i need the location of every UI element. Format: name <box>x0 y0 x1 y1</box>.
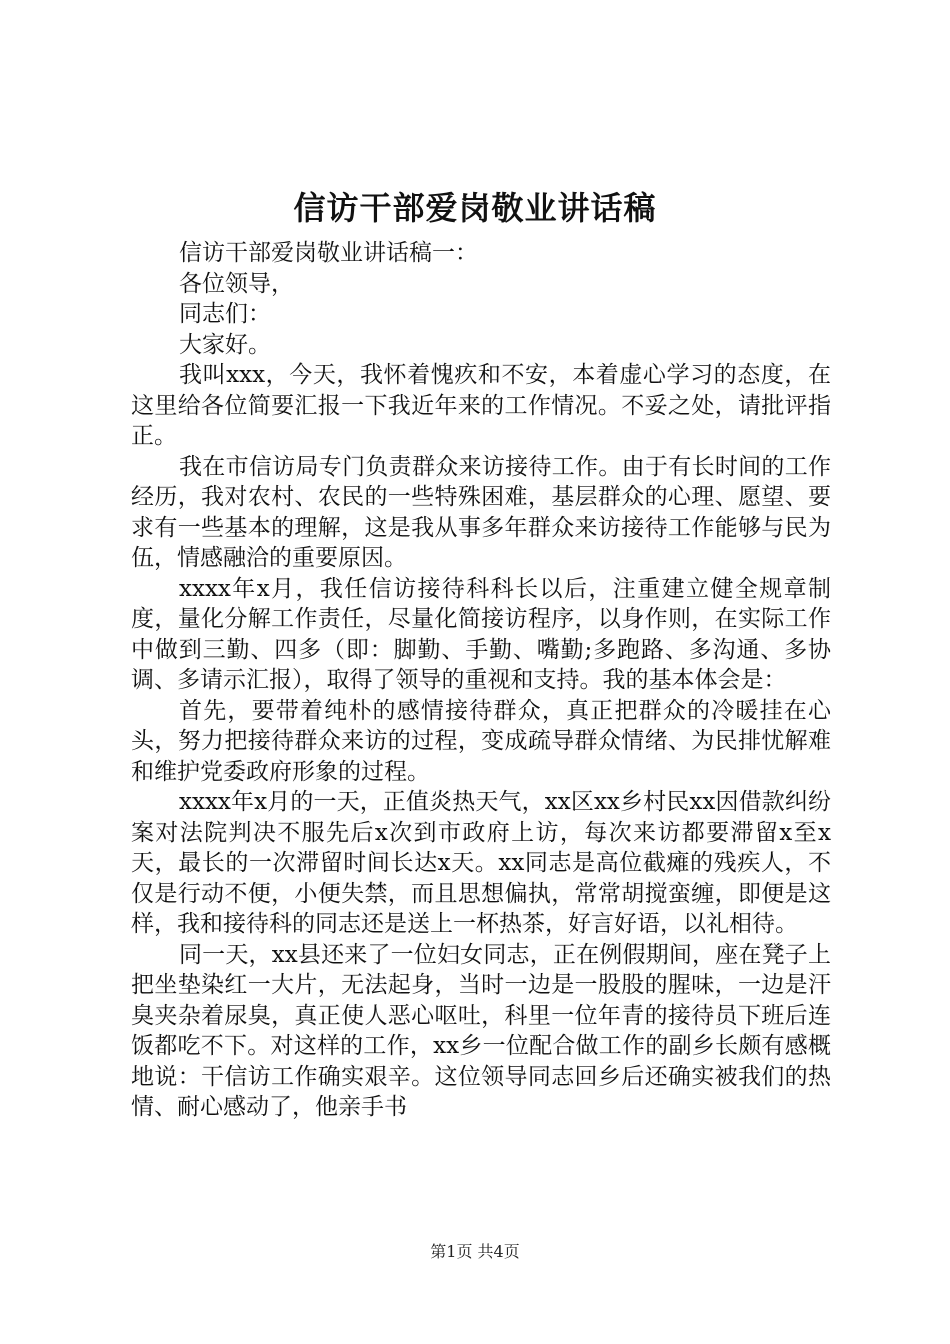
paragraph-heading: 信访干部爱岗敬业讲话稿一： <box>179 240 478 266</box>
paragraph-work-duty: 我在市信访局专门负责群众来访接待工作。由于有长时间的工作经历，我对农村、农民的一些特殊困难，基层群众的心理、愿望、要求有一些基本的理解，这是我从事多年群众来访接待工作能够与民为伍，情感融洽的重要原因。 <box>131 453 831 571</box>
paragraph-first-point: 首先，要带着纯朴的感情接待群众，真正把群众的冷暖挂在心头，努力把接待群众来访的过程，变成疏导群众情绪、为民排忧解难和维护党委政府形象的过程。 <box>131 697 831 785</box>
paragraph-greeting: 大家好。 <box>179 331 271 358</box>
paragraph-section-chief: xxxx年x月，我任信访接待科科长以后，注重建立健全规章制度，量化分解工作责任，尽量化简接访程序，以身作则，在实际工作中做到三勤、四多（即：脚勤、手勤、嘴勤;多跑路、多沟通、多协调、多请示汇报），取得了领导的重视和支持。我的基本体会是： <box>131 575 831 693</box>
paragraph-case-one: xxxx年x月的一天，正值炎热天气，xx区xx乡村民xx因借款纠纷案对法院判决不服先后x次到市政府上访，每次来访都要滞留x至x天，最长的一次滞留时间长达x天。xx同志是高位截瘫的残疾人，不仅是行动不便，小便失禁，而且思想偏执，常常胡搅蛮缠，即便是这样，我和接待科的同志还是送上一杯热茶，好言好语，以礼相待。 <box>131 789 831 937</box>
document-body <box>131 238 831 1123</box>
document-title: 信访干部爱岗敬业讲话稿 <box>293 189 657 227</box>
paragraph-salutation-comrades: 同志们： <box>179 301 271 327</box>
paragraph-introduction: 我叫xxx，今天，我怀着愧疚和不安，本着虚心学习的态度，在这里给各位简要汇报一下我近年来的工作情况。不妥之处，请批评指正。 <box>131 362 831 449</box>
page-footer: 第1页 共4页 <box>430 1242 520 1261</box>
paragraph-salutation-leaders: 各位领导， <box>179 270 294 297</box>
paragraph-case-two: 同一天，xx县还来了一位妇女同志，正在例假期间，座在凳子上把坐垫染红一大片，无法起身，当时一边是一股股的腥味，一边是汗臭夹杂着尿臭，真正使人恶心呕吐，科里一位年青的接待员下班后连饭都吃不下。对这样的工作，xx乡一位配合做工作的副乡长颇有感概地说：干信访工作确实艰辛。这位领导同志回乡后还确实被我们的热情、耐心感动了，他亲手书 <box>131 941 831 1120</box>
